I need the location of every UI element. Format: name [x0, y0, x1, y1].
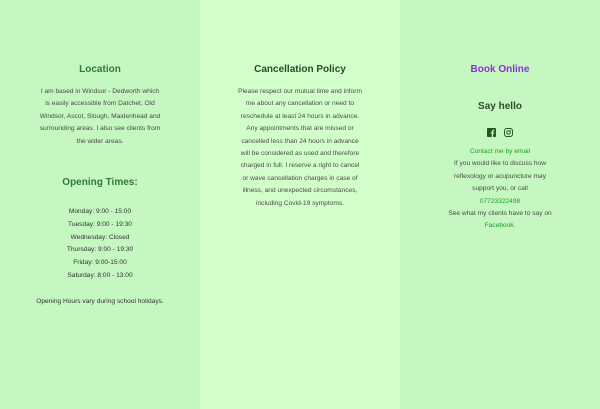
clients-text: See what my clients have to say on [448, 210, 552, 218]
hours-thursday: Thursday: 9:00 - 19:30 [66, 246, 134, 254]
hours-friday: Friday: 9:00-15:00 [73, 259, 127, 267]
hours-monday: Monday: 9:00 - 15:00 [68, 208, 132, 215]
cancellation-column [200, 0, 400, 409]
book-online-link[interactable]: Book Online [470, 64, 530, 75]
location-heading: Location [79, 64, 121, 75]
email-link[interactable]: Contact me by email [469, 148, 531, 155]
contact-column [400, 0, 600, 409]
discuss-text: If you would like to discuss how reflexology or acupuncture may support you, or call [454, 160, 546, 193]
instagram-icon[interactable] [504, 124, 513, 133]
cancellation-text: Please respect our mutual time and inform me about any cancellation or need to reschedule at least 24 hours in advance. Any appointments that are missed or cancelled less than 24 hours in advance will be considered as used and therefore charged in full. I reserve a right to cancel or wave cancellation charges in case of illness, and unexpected circumstances, including Covid-19 symptoms. [238, 88, 362, 207]
facebook-link[interactable]: Facebook. [484, 222, 516, 230]
location-column [0, 0, 200, 409]
say-hello-heading: Say hello [478, 101, 522, 112]
hours-tuesday: Tuesday: 9:00 - 19:30 [68, 220, 132, 228]
opening-times-heading: Opening Times: [62, 177, 138, 188]
hours-note: Opening Hours vary during school holidays. [36, 298, 164, 305]
facebook-icon[interactable] [487, 124, 496, 133]
phone-link[interactable]: 07723322498 [479, 197, 521, 205]
cancellation-heading: Cancellation Policy [254, 64, 346, 75]
hours-wednesday: Wednesday: Closed [70, 233, 130, 241]
opening-hours-list [0, 206, 200, 283]
hours-saturday: Saturday: 8:00 - 13:00 [67, 271, 133, 279]
social-links [400, 124, 600, 133]
contact-block [444, 146, 556, 233]
location-description: I am based in Windsor - Dedworth which is easily accessible from Datchet, Old Windsor, Ascot, Slough, Maidenhead and surrounding areas. I also see clients from the wider areas. [39, 88, 161, 145]
